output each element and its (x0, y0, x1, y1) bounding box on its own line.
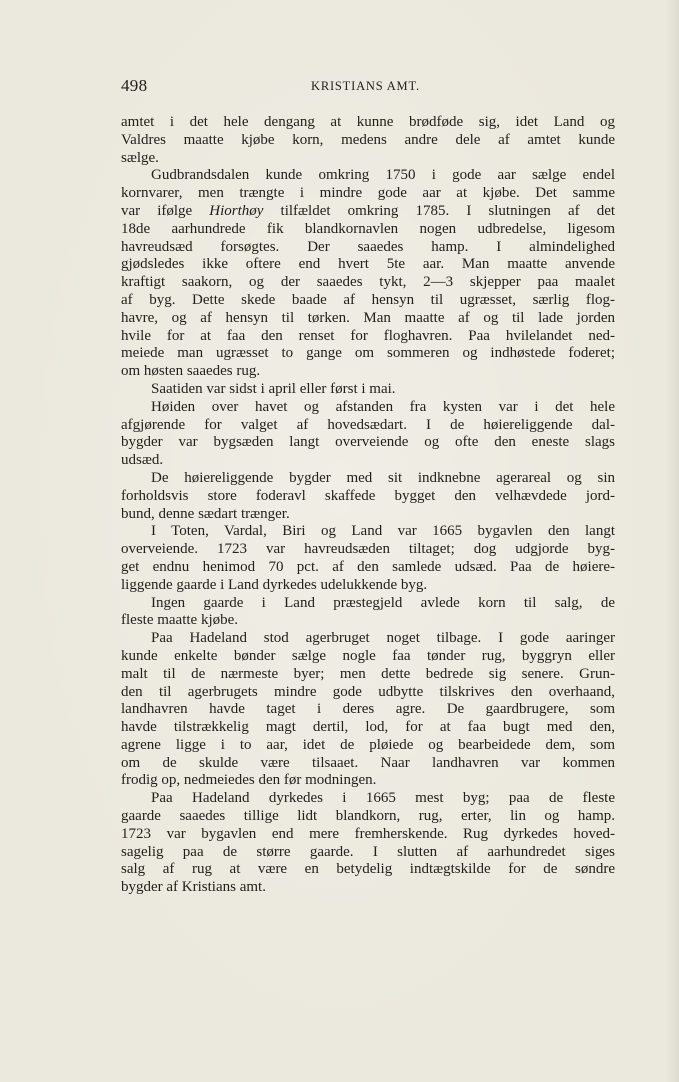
text-line: Paa Hadeland dyrkedes i 1665 mest byg; paa de fleste (151, 790, 615, 807)
text-line: overveiende. 1723 var havreudsæden tiltaget; dog udgjorde byg- (121, 541, 615, 558)
text-line: bygder var bygsæden langt overveiende og ofte den eneste slags (121, 434, 615, 451)
text-line: Høiden over havet og afstanden fra kysten var i det hele (151, 398, 615, 415)
paragraph (121, 114, 615, 167)
paragraph (121, 470, 615, 523)
text-line: sagelig paa de større gaarde. I slutten af aarhundredet siges (121, 843, 615, 860)
text-line: den til agerbrugets mindre gode udbytte tilskrives den overhaand, (121, 683, 615, 700)
text-line: I Toten, Vardal, Biri og Land var 1665 bygavlen den langt (151, 523, 615, 540)
text-line: De høiereliggende bygder med sit indknebne agerareal og sin (151, 469, 615, 486)
text-line: bygder af Kristians amt. (121, 879, 266, 896)
text-line: landhavren havde taget i deres agre. De gaardbrugere, som (121, 701, 615, 718)
page-number: 498 (121, 76, 148, 95)
text-line: liggende gaarde i Land dyrkedes udelukkende byg. (121, 576, 428, 593)
text-line: kraftigt saakorn, og der saaedes tykt, 2—3 skjepper paa maalet (121, 274, 615, 291)
text-line: kornvarer, men trængte i mindre gode aar at kjøbe. Det samme (121, 185, 615, 202)
text-line: forholdsvis store foderavl skaffede bygget den velhævdede jord- (121, 487, 615, 504)
text-line: havde tilstrækkelig magt dertil, lod, for at faa bugt med den, (121, 719, 615, 736)
text-line: Gudbrandsdalen kunde omkring 1750 i gode aar sælge endel (151, 167, 615, 184)
text-line: sælge. (121, 149, 159, 166)
text-line: udsæd. (121, 452, 164, 469)
page-edge-shadow (665, 0, 679, 1082)
paragraph (121, 523, 615, 594)
text-line: var ifølge Hiorthøy tilfældet omkring 1785. I slutningen af det (121, 202, 616, 219)
running-head: KRISTIANS AMT. (311, 79, 420, 93)
text-line: Valdres maatte kjøbe korn, medens andre dele af amtet kunde (121, 131, 615, 148)
author-name: Hiorthøy (209, 202, 264, 219)
text-line: om de skulde være tilsaaet. Naar landhavren var kommen (121, 754, 615, 771)
body-text (121, 114, 615, 897)
text-line: meiede man ugræsset to gange om sommeren og indhøstede foderet; (121, 345, 615, 362)
paragraph (121, 630, 615, 790)
paragraph (121, 167, 615, 381)
text-line: gaarde saaedes tillige lidt blandkorn, rug, erter, lin og hamp. (121, 808, 615, 825)
text-line: kunde enkelte bønder sælge nogle faa tønder rug, byggryn eller (121, 647, 615, 664)
text-line: agrene ligge i to aar, idet de pløiede og bearbeidede dem, som (121, 736, 615, 753)
text-line: malt til de nærmeste byer; men dette bedrede sig senere. Grun- (121, 665, 615, 682)
text-line: hvile for at faa den renset for floghavren. Paa hvilelandet ned- (121, 327, 615, 344)
paragraph (121, 399, 615, 470)
text-line: havreudsæd forsøgtes. Der saaedes hamp. I almindelighed (121, 238, 615, 255)
text-line: af byg. Dette skede baade af hensyn til ugræsset, særlig flog- (121, 291, 615, 308)
text-line: bund, denne sædart trænger. (121, 505, 290, 522)
text-line: havre, og af hensyn til tørken. Man maatte af og til lade jorden (121, 309, 615, 326)
text-line: Ingen gaarde i Land præstegjeld avlede korn til salg, de (151, 594, 615, 611)
text-line: frodig op, nedmeiedes den før modningen. (121, 772, 377, 789)
text-line: Paa Hadeland stod agerbruget noget tilbage. I gode aaringer (151, 630, 615, 647)
paragraph (121, 595, 615, 631)
page-header (121, 76, 616, 100)
text-line: get endnu henimod 70 pct. af den samlede udsæd. Paa de høiere- (121, 558, 615, 575)
text-line: gjødsledes ikke oftere end hvert 5te aar. Man maatte anvende (121, 256, 615, 273)
text-line: 18de aarhundrede fik blandkornavlen nogen udbredelse, ligesom (121, 220, 615, 237)
text-line: amtet i det hele dengang at kunne brødføde sig, idet Land og (121, 114, 615, 130)
text-line: salg af rug at være en betydelig indtægtskilde for de søndre (121, 861, 615, 878)
text-line: 1723 var bygavlen end mere fremherskende. Rug dyrkedes hoved- (121, 825, 615, 842)
text-line: om høsten saaedes rug. (121, 363, 261, 380)
paragraph (121, 381, 615, 399)
text-line: Saatiden var sidst i april eller først i mai. (151, 380, 396, 397)
text-line: fleste maatte kjøbe. (121, 612, 239, 629)
text-line: afgjørende for valget af hovedsædart. I de høiereliggende dal- (121, 416, 615, 433)
paragraph (121, 790, 615, 897)
